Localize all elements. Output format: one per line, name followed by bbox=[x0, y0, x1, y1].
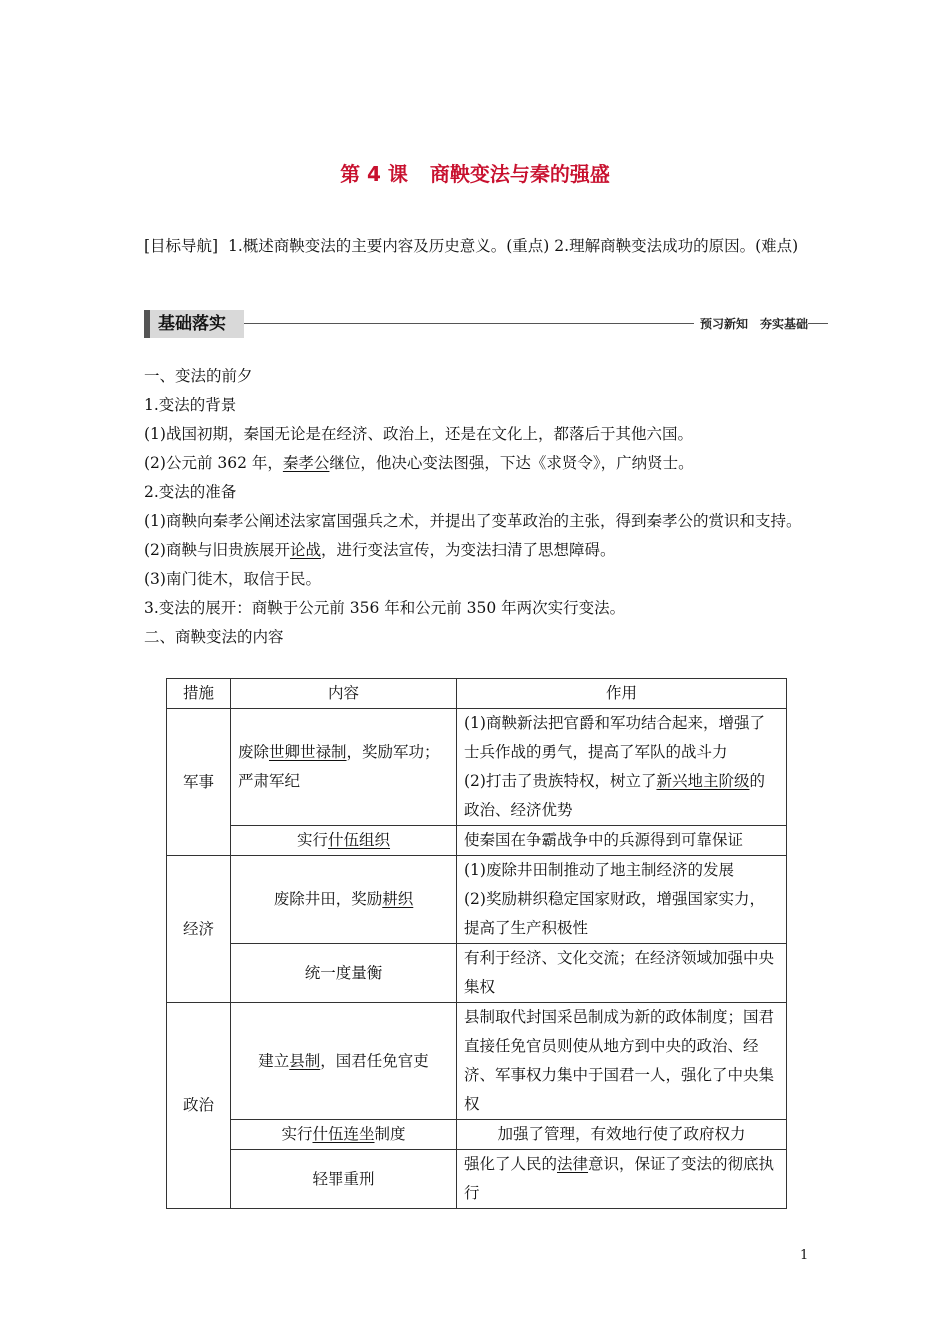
content-cell bbox=[231, 1120, 457, 1150]
section-banner bbox=[144, 310, 808, 338]
category-cell: 军事 bbox=[167, 709, 231, 856]
effect-cell bbox=[457, 856, 787, 944]
paragraph: (3)南门徙木，取信于民。 bbox=[144, 570, 321, 588]
text-span: 制度 bbox=[374, 1125, 406, 1143]
underlined-term: 世卿世禄制 bbox=[269, 743, 347, 761]
table-header: 内容 bbox=[231, 679, 457, 709]
effect-cell: 使秦国在争霸战争中的兵源得到可靠保证 bbox=[457, 826, 787, 856]
text-span: ，国君任免官吏 bbox=[320, 1051, 429, 1070]
content-cell bbox=[231, 856, 457, 944]
table-row bbox=[167, 944, 787, 1003]
table-row bbox=[167, 1003, 787, 1120]
underlined-term: 秦孝公 bbox=[282, 454, 330, 472]
effect-cell: 加强了管理，有效地行使了政府权力 bbox=[457, 1120, 787, 1150]
text-span: ，进行变法宣传，为变法扫清了思想障碍。 bbox=[320, 541, 616, 559]
content-cell bbox=[231, 826, 457, 856]
subsection-heading: 2.变法的准备 bbox=[144, 483, 237, 501]
learning-goals bbox=[144, 232, 824, 261]
category-cell: 经济 bbox=[167, 856, 231, 1003]
goal-label: [目标导航] bbox=[144, 237, 219, 255]
lesson-name: 商鞅变法与秦的强盛 bbox=[429, 162, 610, 186]
table-row bbox=[167, 709, 787, 826]
underlined-term: 法律 bbox=[557, 1155, 589, 1173]
content-cell: 轻罪重刑 bbox=[231, 1150, 457, 1209]
table-header: 措施 bbox=[167, 679, 231, 709]
effect-cell bbox=[457, 1150, 787, 1209]
effect-line: (1)废除井田制推动了地主制经济的发展 bbox=[464, 861, 734, 879]
section-heading: 二、商鞅变法的内容 bbox=[144, 628, 284, 646]
table-row bbox=[167, 856, 787, 944]
lesson-title bbox=[0, 158, 950, 187]
underlined-term: 什伍组织 bbox=[328, 831, 391, 849]
banner-subtitle: 预习新知 夯实基础 bbox=[694, 315, 808, 332]
paragraph bbox=[144, 449, 824, 478]
text-span: 建立 bbox=[258, 1051, 290, 1070]
banner-label: 基础落实 bbox=[144, 310, 244, 338]
paragraph: (1)战国初期，秦国无论是在经济、政治上，还是在文化上，都落后于其他六国。 bbox=[144, 425, 693, 443]
subsection-heading: 3.变法的展开：商鞅于公元前 356 年和公元前 350 年两次实行变法。 bbox=[144, 599, 626, 617]
text-span: 意识，保证了变法的彻底执行 bbox=[464, 1155, 775, 1202]
subsection-heading: 1.变法的背景 bbox=[144, 396, 237, 414]
underlined-term: 论战 bbox=[289, 541, 321, 559]
main-content bbox=[144, 362, 824, 652]
paragraph: (1)商鞅向秦孝公阐述法家富国强兵之术，并提出了变革政治的主张，得到秦孝公的赏识和支持。 bbox=[144, 512, 802, 530]
effect-line: (1)商鞅新法把官爵和军功结合起来，增强了士兵作战的勇气，提高了军队的战斗力 bbox=[464, 714, 765, 761]
category-cell: 政治 bbox=[167, 1003, 231, 1209]
effect-line: (2)奖励耕织稳定国家财政，增强国家实力，提高了生产积极性 bbox=[464, 890, 765, 937]
effect-cell bbox=[457, 709, 787, 826]
content-cell: 统一度量衡 bbox=[231, 944, 457, 1003]
text-span: (2)商鞅与旧贵族展开 bbox=[144, 541, 290, 559]
underlined-term: 县制 bbox=[289, 1051, 321, 1070]
effect-cell: 有利于经济、文化交流；在经济领域加强中央集权 bbox=[457, 944, 787, 1003]
table-header: 作用 bbox=[457, 679, 787, 709]
text-span: (2)公元前 362 年， bbox=[144, 454, 283, 472]
effect-cell: 县制取代封国采邑制成为新的政体制度；国君直接任免官员则使从地方到中央的政治、经济、军事权力集中于国君一人，强化了中央集权 bbox=[457, 1003, 787, 1120]
table-row bbox=[167, 1120, 787, 1150]
table-row bbox=[167, 826, 787, 856]
section-heading: 一、变法的前夕 bbox=[144, 367, 253, 385]
goal-text: 1.概述商鞅变法的主要内容及历史意义。(重点) 2.理解商鞅变法成功的原因。(难点) bbox=[227, 237, 799, 255]
reform-table bbox=[166, 678, 787, 1209]
paragraph bbox=[144, 536, 824, 565]
text-span: ，奖励军功；严肃军纪 bbox=[238, 743, 440, 790]
content-cell bbox=[231, 709, 457, 826]
text-span: (2)打击了贵族特权，树立了 bbox=[464, 772, 657, 790]
underlined-term: 耕织 bbox=[382, 890, 414, 908]
text-span: 的政治、经济优势 bbox=[464, 772, 765, 819]
text-span: 继位，他决心变法图强，下达《求贤令》，广纳贤士。 bbox=[329, 454, 694, 472]
page-number: 1 bbox=[800, 1248, 809, 1263]
text-span: 实行 bbox=[296, 831, 328, 849]
effect-line bbox=[464, 767, 779, 825]
text-span: 废除井田，奖励 bbox=[273, 890, 383, 908]
underlined-term: 什伍连坐 bbox=[312, 1125, 375, 1143]
text-span: 废除 bbox=[238, 743, 270, 761]
table-row bbox=[167, 1150, 787, 1209]
underlined-term: 新兴地主阶级 bbox=[656, 772, 750, 790]
content-cell bbox=[231, 1003, 457, 1120]
text-span: 实行 bbox=[281, 1125, 313, 1143]
text-span: 强化了人民的 bbox=[464, 1155, 558, 1173]
table-header-row bbox=[167, 679, 787, 709]
lesson-number: 第 4 课 bbox=[340, 162, 408, 186]
